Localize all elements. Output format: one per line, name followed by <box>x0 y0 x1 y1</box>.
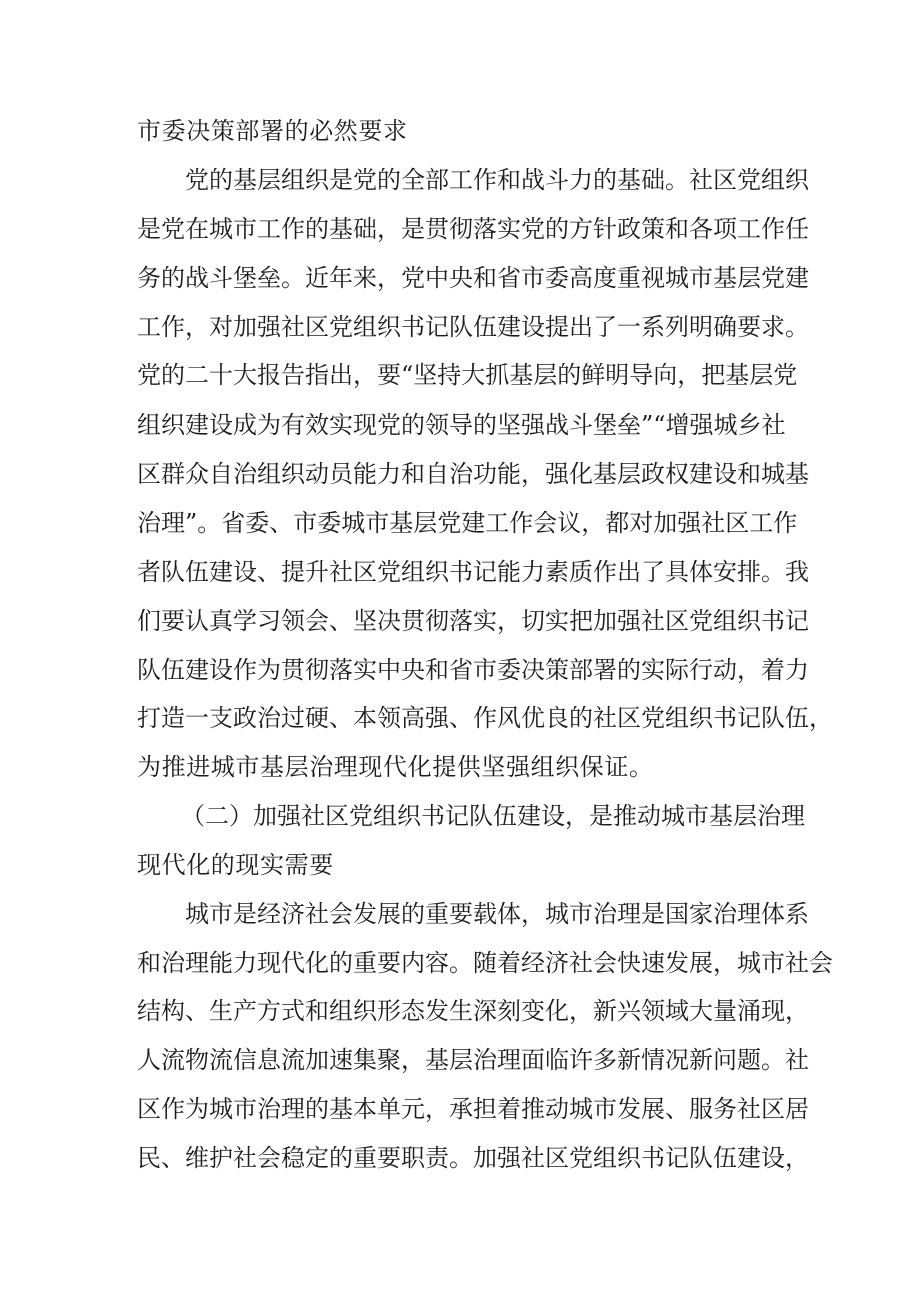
text-line: 工作，对加强社区党组织书记队伍建设提出了一系列明确要求。 <box>137 313 809 341</box>
text-line: 队伍建设作为贯彻落实中央和省市委决策部署的实际行动，着力 <box>137 656 809 684</box>
text-line: 们要认真学习领会、坚决贯彻落实，切实把加强社区党组织书记 <box>137 607 809 635</box>
text-line: 组织建设成为有效实现党的领导的坚强战斗堡垒”“增强城乡社 <box>137 411 786 439</box>
text-line: 党的二十大报告指出，要“坚持大抓基层的鲜明导向，把基层党 <box>137 361 798 389</box>
text-line: 治理”。省委、市委城市基层党建工作会议，都对加强社区工作 <box>137 509 798 537</box>
text-line: 民、维护社会稳定的重要职责。加强社区党组织书记队伍建设， <box>137 1144 809 1172</box>
paragraph-first-line: 党的基层组织是党的全部工作和战斗力的基础。社区党组织 <box>185 166 809 194</box>
section-heading: （二）加强社区党组织书记队伍建设，是推动城市基层治理 <box>181 802 805 830</box>
text-line: 结构、生产方式和组织形态发生深刻变化，新兴领域大量涌现， <box>137 997 809 1025</box>
text-line: 是党在城市工作的基础，是贯彻落实党的方针政策和各项工作任 <box>137 215 809 243</box>
text-line: 务的战斗堡垒。近年来，党中央和省市委高度重视城市基层党建 <box>137 264 809 292</box>
text-line: 和治理能力现代化的重要内容。随着经济社会快速发展，城市社会 <box>137 949 833 977</box>
text-line: 区群众自治组织动员能力和自治功能，强化基层政权建设和城基 <box>137 460 809 488</box>
text-line: 为推进城市基层治理现代化提供坚强组织保证。 <box>137 753 654 781</box>
text-line: 者队伍建设、提升社区党组织书记能力素质作出了具体安排。我 <box>137 558 809 586</box>
text-line: 市委决策部署的必然要求 <box>137 117 408 145</box>
text-line: 区作为城市治理的基本单元，承担着推动城市发展、服务社区居 <box>137 1095 809 1123</box>
text-line: 打造一支政治过硬、本领高强、作风优良的社区党组织书记队伍， <box>137 704 833 732</box>
paragraph-first-line: 城市是经济社会发展的重要载体，城市治理是国家治理体系 <box>185 900 809 928</box>
section-heading-continued: 现代化的现实需要 <box>137 851 334 879</box>
text-line: 人流物流信息流加速集聚，基层治理面临许多新情况新问题。社 <box>137 1046 809 1074</box>
